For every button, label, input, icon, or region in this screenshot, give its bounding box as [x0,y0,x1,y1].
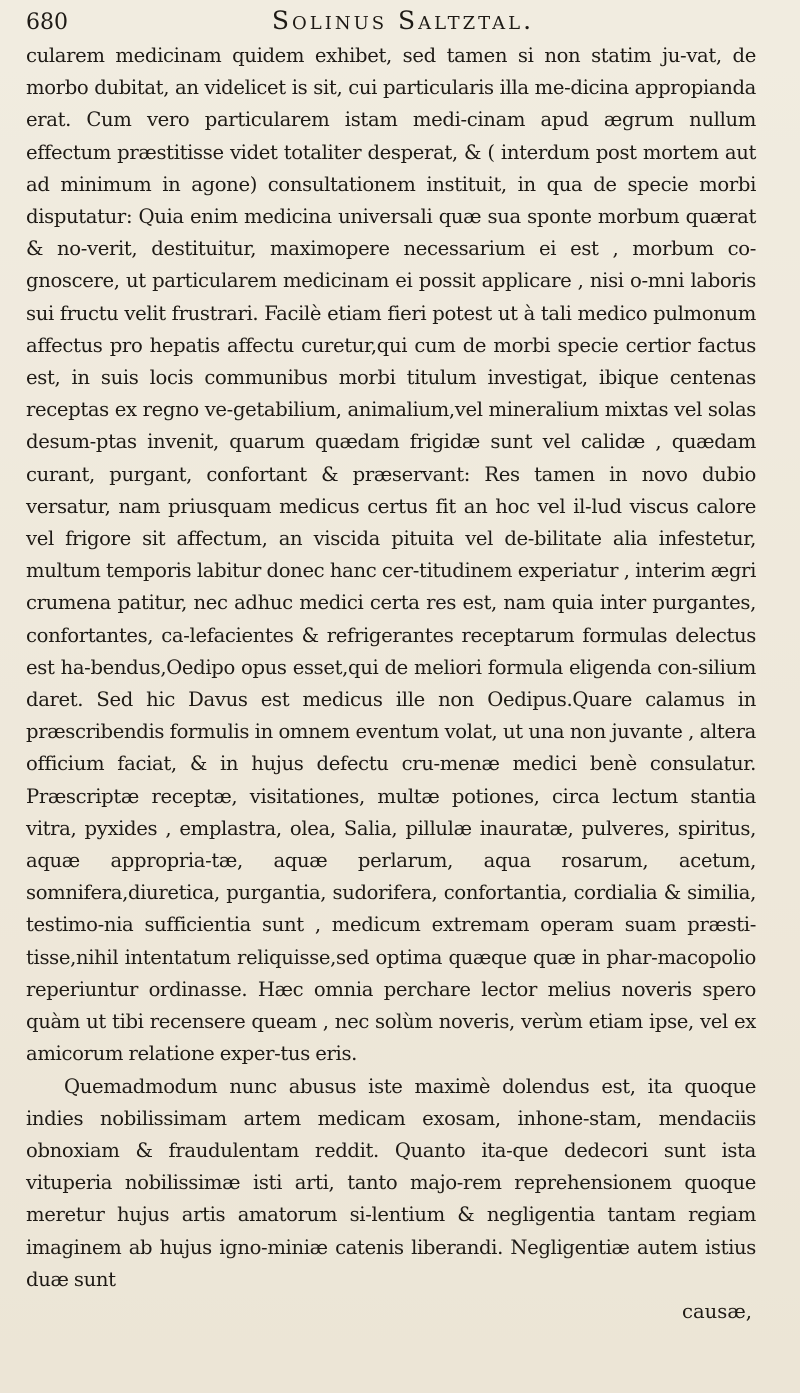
page-number: 680 [26,10,68,35]
catchword: causæ, [682,1299,752,1323]
paragraph-1: cularem medicinam quidem exhibet, sed tamen si non statim ju-vat, de morbo dubitat, an videlicet is sit, cui particularis illa me-dicina appropianda erat. Cum vero particularem istam medi-cinam apud ægrum nullum effectum præstitisse videt totaliter desperat, & ( interdum post mortem aut ad minimum in agone) consultationem instituit, in qua de specie morbi disputatur: Quia enim medicina universali quæ sua sponte morbum quærat & no-verit, destituitur, maximopere necessarium ei est , morbum co-gnoscere, ut particularem medicinam ei possit applicare , nisi o-mni laboris sui fructu velit frustrari. Facilè etiam fieri potest ut à tali medico pulmonum affectus pro hepatis affectu curetur,qui cum de morbi specie certior factus est, in suis locis communibus morbi titulum investigat, ibique centenas receptas ex regno ve-getabilium, animalium,vel mineralium mixtas vel solas desum-ptas invenit, quarum quædam frigidæ sunt vel calidæ , quædam curant, purgant, confortant & præservant: Res tamen in novo dubio versatur, nam priusquam medicus certus fit an hoc vel il-lud viscus calore vel frigore sit affectum, an viscida pituita vel de-bilitate alia infestetur, multum temporis labitur donec hanc cer-titudinem experiatur , interim ægri crumena patitur, nec adhuc medici certa res est, nam quia inter purgantes, confortantes, ca-lefacientes & refrigerantes receptarum formulas delectus est ha-bendus,Oedipo opus esset,qui de meliori formula eligenda con-silium daret. Sed hic Davus est medicus ille non Oedipus.Quare calamus in præscribendis formulis in omnem eventum volat, ut una non juvante , altera officium faciat, & in hujus defectu cru-menæ medici benè consulatur. Præscriptæ receptæ, visitationes, multæ potiones, circa lectum stantia vitra, pyxides , emplastra, olea, Salia, pillulæ inauratæ, pulveres, spiritus, aquæ appropria-tæ, aquæ perlarum, aqua rosarum, acetum, somnifera,diuretica, purgantia, sudorifera, confortantia, cordialia & similia, testimo-nia sufficientia sunt , medicum extremam operam suam præsti-tisse,nihil intentatum reliquisse,sed optima quæque quæ in phar-macopolio reperiuntur ordinasse. Hæc omnia perchare lector melius noveris spero quàm ut tibi recensere queam , nec solùm noveris, verùm etiam ipse, vel ex amicorum relatione exper-tus eris. [26,44,756,1066]
page-header [26,6,756,38]
running-head: Solinus Saltztal. [271,6,535,35]
paragraph-2: Quemadmodum nunc abusus iste maximè dolendus est, ita quoque indies nobilissimam artem medicam exosam, inhone-stam, mendaciis obnoxiam & fraudulentam reddit. Quanto ita-que dedecori sunt ista vituperia nobilissimæ isti arti, tanto majo-rem reprehensionem quoque meretur hujus artis amatorum si-lentium & negligentia tantam regiam imaginem ab hujus igno-miniæ catenis liberandi. Negligentiæ autem istius duæ sunt [26,1074,756,1291]
